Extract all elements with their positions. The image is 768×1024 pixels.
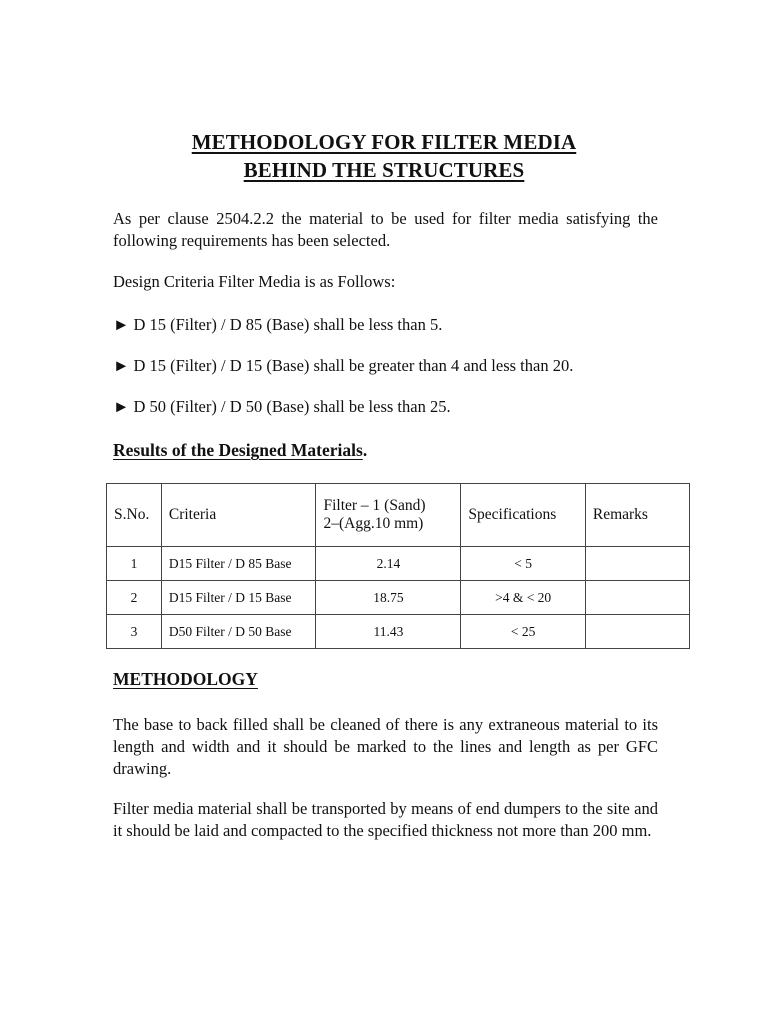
- cell-criteria: D15 Filter / D 85 Base: [161, 547, 316, 581]
- header-specifications: Specifications: [461, 484, 585, 547]
- cell-value: 18.75: [316, 581, 461, 615]
- cell-spec: >4 & < 20: [461, 581, 585, 615]
- criteria-bullet-3: ► D 50 (Filter) / D 50 (Base) shall be less than 25.: [113, 397, 451, 416]
- criteria-bullet-2: ► D 15 (Filter) / D 15 (Base) shall be greater than 4 and less than 20.: [113, 356, 574, 375]
- table-header-row: [107, 484, 690, 547]
- header-filter: [316, 484, 461, 547]
- table-row: [107, 547, 690, 581]
- document-title-line-1: METHODOLOGY FOR FILTER MEDIA: [191, 130, 577, 154]
- results-heading-period: .: [362, 440, 368, 460]
- table-row: [107, 615, 690, 649]
- cell-remarks: [585, 615, 689, 649]
- results-table: [106, 483, 690, 649]
- cell-value: 11.43: [316, 615, 461, 649]
- header-filter-line-2: 2–(Agg.10 mm): [323, 515, 424, 532]
- header-remarks: Remarks: [585, 484, 689, 547]
- cell-spec: < 5: [461, 547, 585, 581]
- cell-sno: 2: [107, 581, 162, 615]
- cell-sno: 3: [107, 615, 162, 649]
- header-sno: S.No.: [107, 484, 162, 547]
- criteria-bullet-1: ► D 15 (Filter) / D 85 (Base) shall be less than 5.: [113, 315, 443, 334]
- header-filter-line-1: Filter – 1 (Sand): [323, 497, 426, 514]
- cell-spec: < 25: [461, 615, 585, 649]
- intro-paragraph: As per clause 2504.2.2 the material to be used for filter media satisfying the following requirements has been selected.: [113, 209, 658, 250]
- methodology-paragraph-2: Filter media material shall be transported by means of end dumpers to the site and it should be laid and compacted to the specified thickness not more than 200 mm.: [113, 799, 658, 840]
- table-row: [107, 581, 690, 615]
- document-title-line-2: BEHIND THE STRUCTURES: [243, 158, 525, 182]
- cell-criteria: D15 Filter / D 15 Base: [161, 581, 316, 615]
- cell-remarks: [585, 581, 689, 615]
- cell-criteria: D50 Filter / D 50 Base: [161, 615, 316, 649]
- cell-remarks: [585, 547, 689, 581]
- cell-value: 2.14: [316, 547, 461, 581]
- methodology-heading: METHODOLOGY: [113, 669, 258, 689]
- cell-sno: 1: [107, 547, 162, 581]
- results-heading-text: Results of the Designed Materials: [113, 440, 363, 460]
- methodology-paragraph-1: The base to back filled shall be cleaned of there is any extraneous material to its length and width and it should be marked to the lines and length as per GFC drawing.: [113, 715, 658, 778]
- design-criteria-heading: Design Criteria Filter Media is as Follows:: [113, 272, 396, 291]
- header-criteria: Criteria: [161, 484, 316, 547]
- results-heading: [113, 440, 367, 461]
